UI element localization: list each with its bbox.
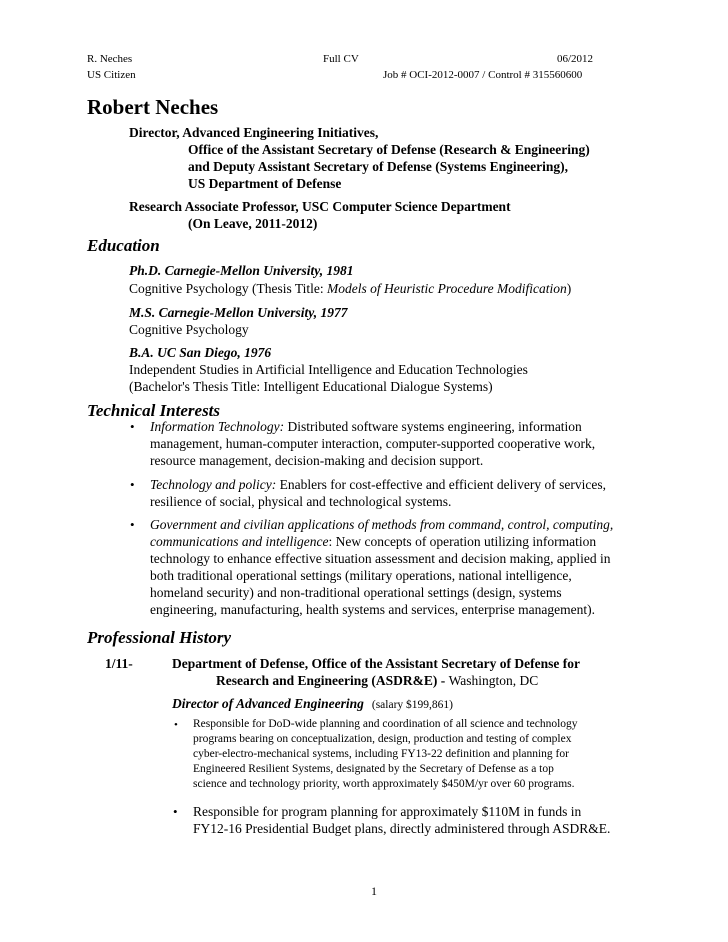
interest-line: technology to enhance effective situation assessment and decision making, applied in [150,551,611,566]
interest-item: Government and civilian applications of methods from command, control, computing, [150,517,614,532]
bullet-icon: • [130,477,135,492]
interest-line: resource management, decision-making and decision support. [150,453,484,468]
history-org: Department of Defense, Office of the Assistant Secretary of Defense for [172,656,580,671]
header-doc-type: Full CV [323,53,359,65]
degree-phd-field: Cognitive Psychology (Thesis Title: Models of Heuristic Procedure Modification) [129,281,572,296]
position-line: (On Leave, 2011-2012) [188,216,318,231]
bullet-icon: • [130,419,135,434]
bullet-icon: • [174,719,178,731]
degree-ms-field: Cognitive Psychology [129,322,249,337]
header-citizenship: US Citizen [87,69,136,81]
history-date: 1/11- [105,656,133,671]
header-name: R. Neches [87,53,133,65]
history-org-line: Research and Engineering (ASDR&E) - Washington, DC [216,673,539,688]
interest-line: management, human-computer interaction, computer-supported cooperative work, [150,436,596,451]
interest-line: resilience of social, physical and technological systems. [150,494,452,509]
history-bullet-line: FY12-16 Presidential Budget plans, directly administered through ASDR&E. [193,821,611,836]
interest-item: Technology and policy: Enablers for cost-effective and efficient delivery of services, [150,477,606,492]
position-line: and Deputy Assistant Secretary of Defense (Systems Engineering), [188,159,568,174]
bullet-icon: • [173,804,178,819]
history-bullet-line: programs bearing on conceptualization, design, production and testing of complex [193,733,572,745]
history-bullet-line: Responsible for program planning for approximately $110M in funds in [193,804,582,819]
history-bullet-line: cyber-electro-mechanical systems, including FY13-22 definition and planning for [193,748,569,760]
interests-heading: Technical Interests [87,401,221,420]
history-title-line: Director of Advanced Engineering (salary $199,861) [172,696,453,711]
degree-ba-line: (Bachelor's Thesis Title: Intelligent Educational Dialogue Systems) [129,379,493,394]
page-number: 1 [371,884,377,898]
history-heading: Professional History [87,628,232,647]
interest-line: engineering, manufacturing, health systems and services, enterprise management). [150,602,595,617]
degree-ba-line: Independent Studies in Artificial Intelligence and Education Technologies [129,362,528,377]
education-heading: Education [87,236,160,255]
history-bullet-line: Engineered Resilient Systems, designated by the Secretary of Defense as a top [193,763,554,775]
degree-ms: M.S. Carnegie-Mellon University, 1977 [129,305,348,320]
history-bullet-line: science and technology priority, worth approximately $450M/yr over 60 programs. [193,778,575,790]
position-line: US Department of Defense [188,176,342,191]
header-date: 06/2012 [557,53,594,65]
interest-item: Information Technology: Distributed software systems engineering, information [150,419,582,434]
position-line: Office of the Assistant Secretary of Defense (Research & Engineering) [188,142,590,157]
interest-line: both traditional operational settings (military operations, national intelligence, [150,568,572,583]
bullet-icon: • [130,517,135,532]
cv-name: Robert Neches [87,95,219,119]
degree-ba: B.A. UC San Diego, 1976 [129,345,272,360]
position-line: Director, Advanced Engineering Initiatives, [129,125,379,140]
degree-phd: Ph.D. Carnegie-Mellon University, 1981 [129,263,354,278]
interest-line: communications and intelligence: New concepts of operation utilizing information [150,534,597,549]
history-bullet-line: Responsible for DoD-wide planning and coordination of all science and technology [193,718,578,730]
position-line: Research Associate Professor, USC Computer Science Department [129,199,511,214]
header-job-ref: Job # OCI-2012-0007 / Control # 315560600 [383,69,583,81]
interest-line: homeland security) and non-traditional operational settings (design, systems [150,585,562,600]
